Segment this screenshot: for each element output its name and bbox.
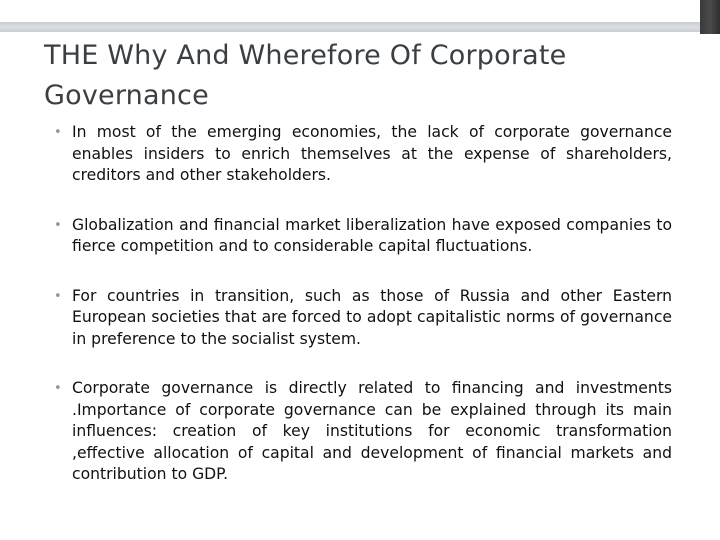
slide-top-decoration xyxy=(0,0,720,34)
bullet-list xyxy=(52,122,672,486)
top-bar-gap xyxy=(690,0,700,22)
slide-title: THE Why And Wherefore Of Corporate Governance xyxy=(44,40,567,111)
bullet-item xyxy=(52,378,672,486)
bullet-icon: • xyxy=(54,125,62,140)
bullet-text: For countries in transition, such as those of Russia and other Eastern European societies that are forced to adopt capitalistic norms of governance in preference to the socialist system. xyxy=(72,286,672,348)
bullet-text: In most of the emerging economies, the lack of corporate governance enables insiders to enrich themselves at the expense of shareholders, creditors and other stakeholders. xyxy=(72,123,672,184)
bullet-icon: • xyxy=(54,217,62,233)
bullet-icon: • xyxy=(54,381,62,396)
bullet-text: Globalization and financial market liberalization have exposed companies to fierce competition and to considerable capital fluctuations. xyxy=(72,215,672,255)
bullet-item xyxy=(52,122,672,187)
bullet-text: Corporate governance is directly related to financing and investments .Importance of corporate governance can be explained through its main influences: creation of key institutions for economic transformation ,effective allocation of capital and development of financial markets and contribution to GDP. xyxy=(72,379,672,483)
bullet-item xyxy=(52,215,672,258)
bullet-icon: • xyxy=(54,288,62,304)
bullet-item xyxy=(52,286,672,351)
top-dark-block xyxy=(700,0,720,34)
top-accent-bar xyxy=(0,22,700,32)
